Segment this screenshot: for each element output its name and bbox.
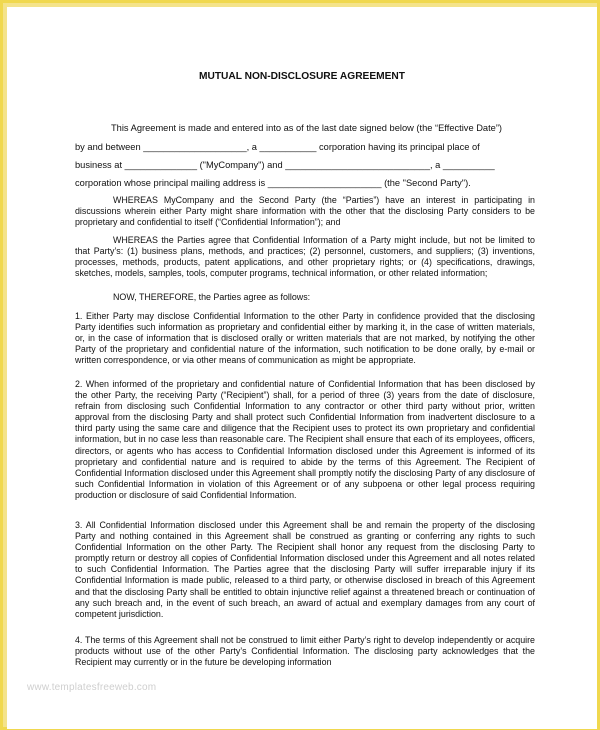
- clause-2: 2. When informed of the proprietary and confidential nature of Confidential Information that has been disclosed by the other Party, the receiving Party (“Recipient”) shall, for a period of three (3) years from the date of disclosure, refrain from disclosing such Confidential Information to any contractor or other third party without prior, written approval from the disclosing Party and shall protect such Confidential Information from inadvertent disclosure to a third party using the same care and diligence that the Recipient uses to protect its own proprietary and confidential information, but in no case less than reasonable care. The Recipient shall ensure that each of its employees, officers, directors, or agents who has access to Confidential Information disclosed under this Agreement is informed of its proprietary and confidential nature and is required to abide by the terms of this Agreement. The Recipient of Confidential Information disclosed under this Agreement shall promptly notify the disclosing Party of any disclosure of such Confidential Information in violation of this Agreement or of any subpoena or other legal process requiring production or disclosure of said Confidential Information.: [75, 379, 535, 500]
- intro-line-2: by and between ____________________, a ___________ corporation having its principal place of: [75, 142, 480, 152]
- watermark: www.templatesfreeweb.com: [27, 682, 157, 693]
- intro-line-3: business at ______________ ("MyCompany") and ____________________________, a __________: [75, 160, 495, 170]
- intro-line-4: corporation whose principal mailing address is ______________________ (the "Second Party").: [75, 178, 471, 188]
- clause-4: 4. The terms of this Agreement shall not be construed to limit either Party’s right to develop independently or acquire products without use of the other Party’s Confidential Information. The disclosing party acknowledges that the Recipient may currently or in the future be developing information: [75, 635, 535, 668]
- clause-3: 3. All Confidential Information disclosed under this Agreement shall be and remain the property of the disclosing Party and nothing contained in this Agreement shall be construed as granting or conferring any rights to such Confidential Information on the other Party. The Recipient shall honor any request from the disclosing Party to promptly return or destroy all copies of Confidential Information disclosed under this Agreement and all notes related to such Confidential Information. The Parties agree that the disclosing Party will suffer irreparable injury if its Confidential Information is made public, released to a third party, or otherwise disclosed in breach of this Agreement and that the disclosing Party shall be entitled to obtain injunctive relief against a threatened breach or continuation of any such breach and, in the event of such breach, an award of actual and exemplary damages from any court of competent jurisdiction.: [75, 520, 535, 619]
- now-therefore-paragraph: NOW, THEREFORE, the Parties agree as follows:: [113, 292, 311, 302]
- whereas-paragraph-2: WHEREAS the Parties agree that Confidential Information of a Party might include, but not be limited to that Party’s: (1) business plans, methods, and practices; (2) personnel, customers, and suppliers; (3) inventions, processes, methods, products, patent applications, and other proprietary rights; or (4) specifications, drawings, sketches, models, samples, tools, computer programs, technical information, or other related information;: [75, 235, 535, 279]
- document-page: [7, 7, 597, 729]
- whereas-paragraph-1: WHEREAS MyCompany and the Second Party (the “Parties”) have an interest in participating in discussions wherein either Party might share information with the other that the disclosing Party considers to be proprietary and confidential to itself (“Confidential Information”); and: [75, 195, 535, 228]
- clause-1: 1. Either Party may disclose Confidential Information to the other Party in confidence provided that the disclosing Party identifies such information as proprietary and confidential either by marking it, in the case of written materials, or, in the case of information that is disclosed orally or written materials that are not marked, by notifying the other Party of the proprietary and confidential nature of the information, such notification to be done orally, by e-mail or written correspondence, or via other means of communication as might be appropriate.: [75, 311, 535, 366]
- intro-line-1: This Agreement is made and entered into as of the last date signed below (the “Effective Date”): [111, 123, 503, 133]
- document-title: MUTUAL NON-DISCLOSURE AGREEMENT: [198, 71, 405, 82]
